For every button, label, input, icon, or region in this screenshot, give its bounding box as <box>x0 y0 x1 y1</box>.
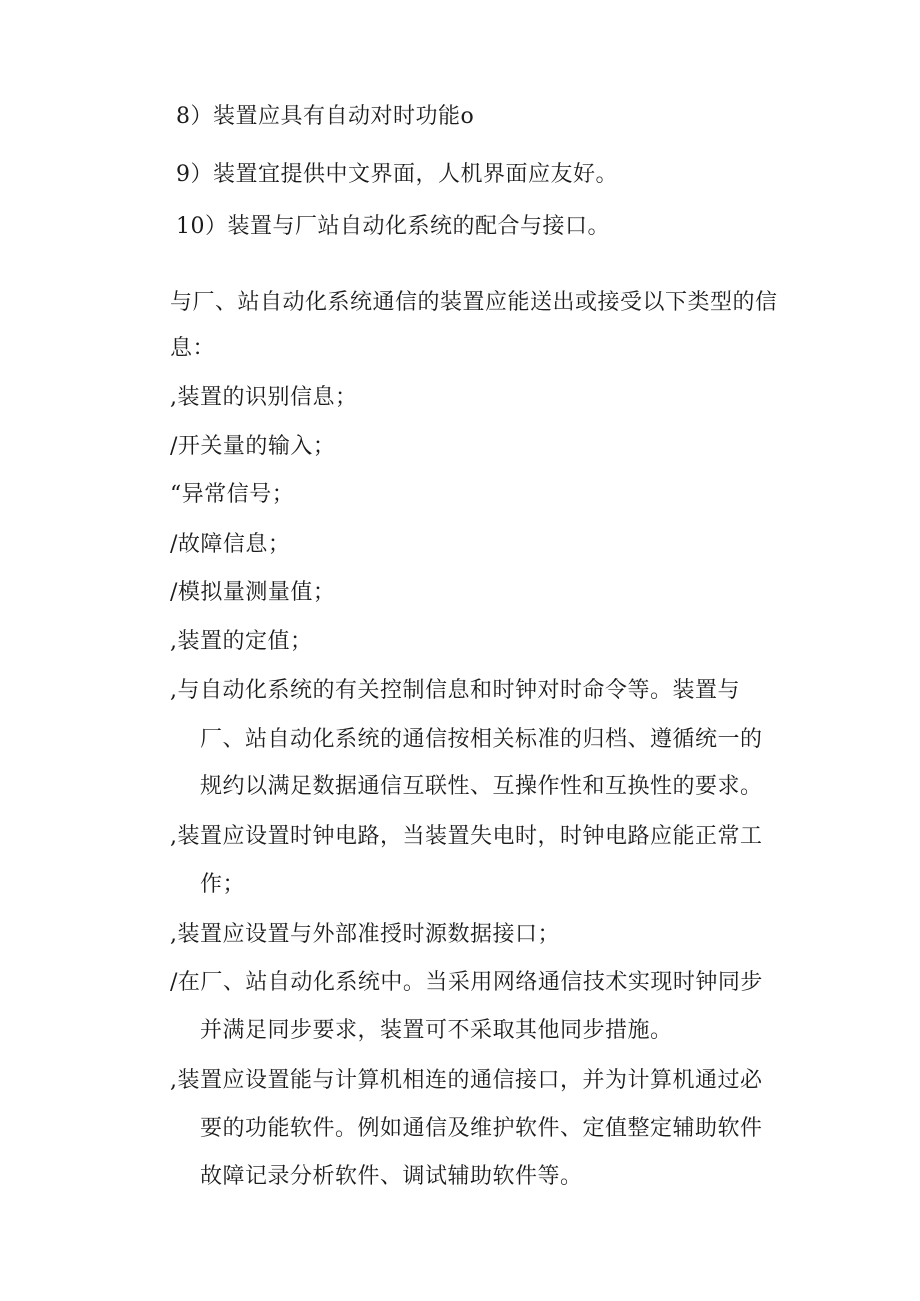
bullet-item-computer-interface-line-1: ,装置应设置能与计算机相连的通信接口，并为计算机通过必 <box>170 1068 763 1093</box>
bullet-item-identification: ,装置的识别信息； <box>170 385 358 410</box>
bullet-item-time-source-interface: ,装置应设置与外部准授时源数据接口； <box>170 922 560 947</box>
bullet-item-computer-interface-line-2: 要的功能软件。例如通信及维护软件、定值整定辅助软件 <box>200 1116 763 1141</box>
bullet-item-network-sync-line-2: 并满足同步要求，装置可不采取其他同步措施。 <box>200 1018 673 1043</box>
list-item-10: 10）装置与厂站自动化系统的配合与接口。 <box>176 214 610 239</box>
bullet-item-control-info-line-1: ,与自动化系统的有关控制信息和时钟对时命令等。装置与 <box>170 678 740 703</box>
bullet-item-network-sync-line-1: /在厂、站自动化系统中。当采用网络通信技术实现时钟同步 <box>170 970 763 995</box>
bullet-item-control-info-line-2: 厂、站自动化系统的通信按相关标准的归档、遵循统一的 <box>200 727 763 752</box>
intro-paragraph-line-1: 与厂、站自动化系统通信的装置应能送出或接受以下类型的信 <box>170 290 778 315</box>
intro-paragraph-line-2: 息： <box>170 336 216 361</box>
bullet-item-clock-circuit-line-1: ,装置应设置时钟电路，当装置失电时，时钟电路应能正常工 <box>170 824 763 849</box>
bullet-item-switch-input: /开关量的输入； <box>170 434 336 459</box>
bullet-item-fault-info: /故障信息； <box>170 532 291 557</box>
bullet-item-computer-interface-line-3: 故障记录分析软件、调试辅助软件等。 <box>200 1164 583 1189</box>
list-item-8: 8）装置应具有自动对时功能o <box>176 104 475 129</box>
bullet-item-analog-values: /模拟量测量值； <box>170 580 336 605</box>
bullet-item-abnormal-signal: “异常信号； <box>170 482 295 507</box>
bullet-item-control-info-line-3: 规约以满足数据通信互联性、互操作性和互换性的要求。 <box>200 774 763 799</box>
bullet-item-settings: ,装置的定值； <box>170 629 313 654</box>
bullet-item-clock-circuit-line-2: 作； <box>200 872 246 897</box>
list-item-9: 9）装置宜提供中文界面，人机界面应友好。 <box>176 162 618 187</box>
